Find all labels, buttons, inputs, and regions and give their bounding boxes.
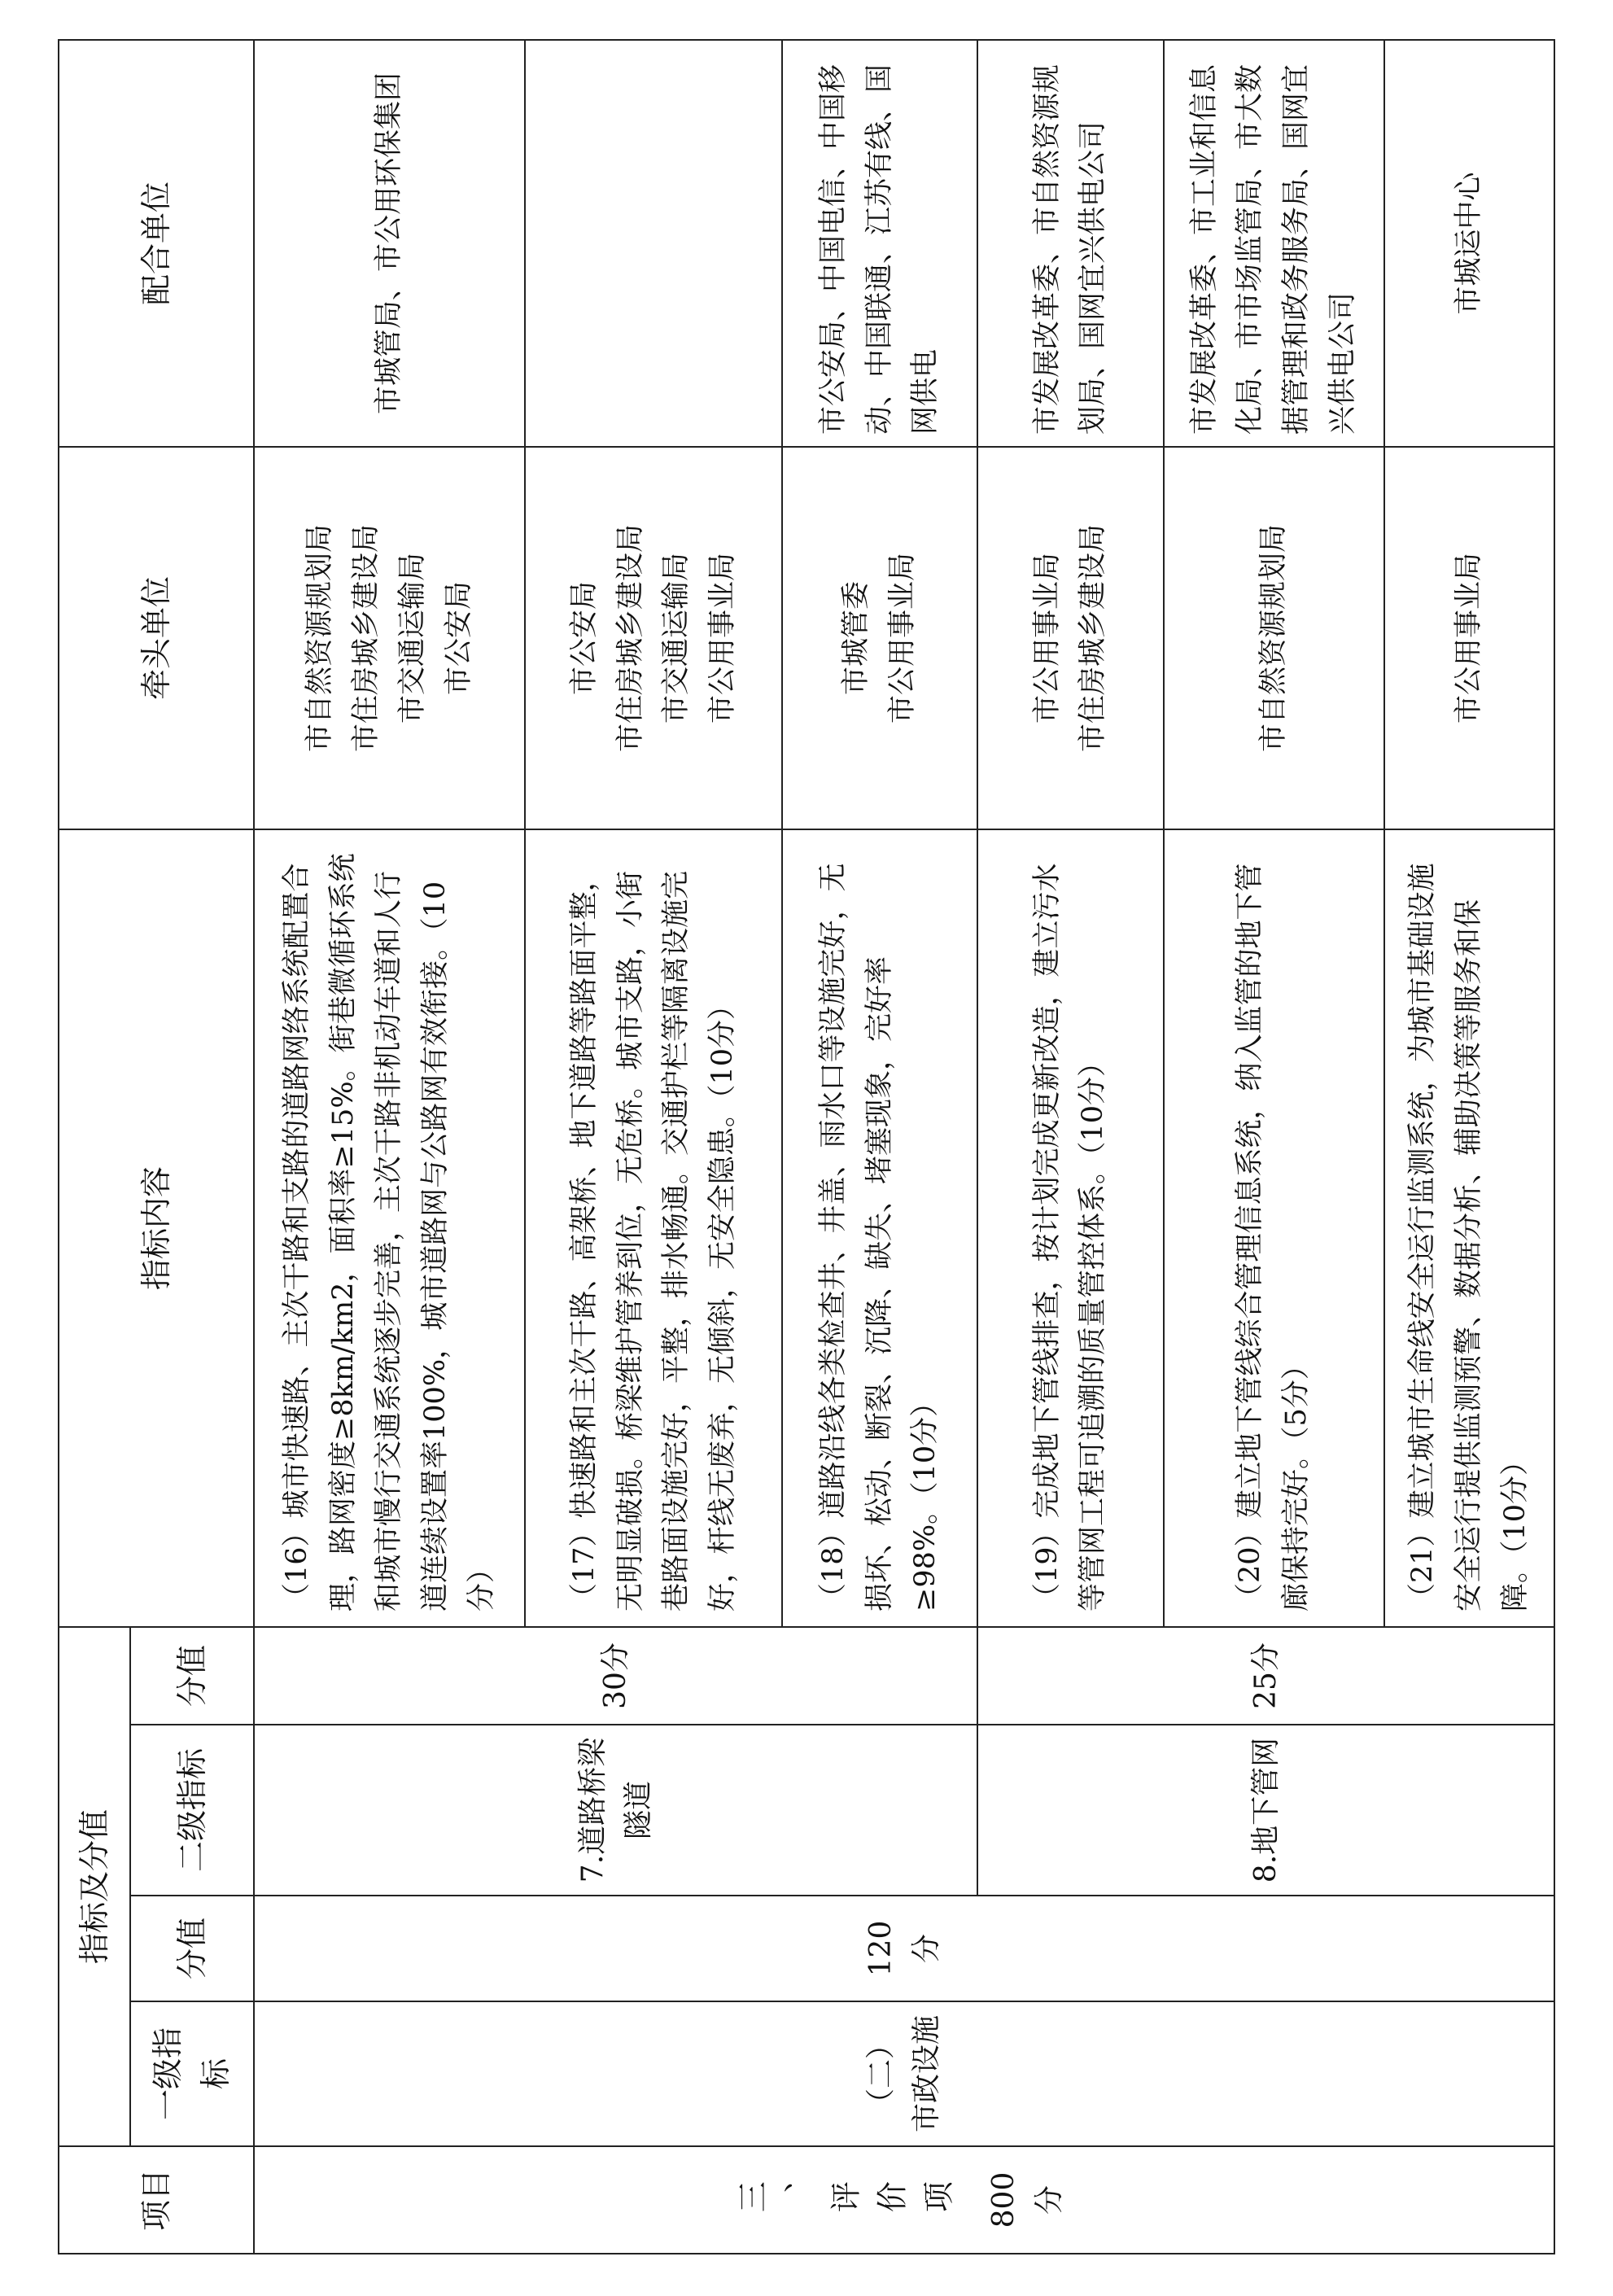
header-level2: 二级指标	[130, 1725, 254, 1896]
lead-unit-cell	[977, 447, 1164, 829]
lead-unit: 市住房城乡建设局	[350, 523, 383, 752]
coop-unit: 市城管局、市公用环保集团	[254, 40, 525, 447]
coop-unit: 市发展改革委、市工业和信息化局、市市场监管局、市大数据管理和政务服务局、国网宜兴供电公司	[1164, 40, 1384, 447]
indicator-content: （17）快速路和主次干路、高架桥、地下道路等路面平整，无明显破损。桥梁维护管养到位，无危桥。城市支路，小街巷路面设施完好，平整，排水畅通。交通护栏等隔离设施完好，杆线无废弃，无倾斜，无安全隐患。（10分）	[525, 829, 782, 1627]
lead-unit: 市公用事业局	[1030, 552, 1064, 724]
header-coop: 配合单位	[59, 40, 254, 447]
coop-unit: 市发展改革委、市自然资源规划局、国网宜兴供电公司	[977, 40, 1164, 447]
level1-score: 120分	[254, 1896, 1554, 2001]
indicator-content: （19）完成地下管线排查，按计划完成更新改造，建立污水等管网工程可追溯的质量管控体系。（10分）	[977, 829, 1164, 1627]
indicator-content: （16）城市快速路、主次干路和支路的道路网络系统配置合理，路网密度≥8km/km2，面积率≥15%。街巷微循环系统和城市慢行交通系统逐步完善，主次干路非机动车道和人行道连续设置率100%，城市道路网与公路网有效衔接。（10分）	[254, 829, 525, 1627]
header-indicators-group: 指标及分值	[59, 1627, 130, 2146]
rotated-table-container	[58, 41, 1555, 2254]
lead-unit: 市自然资源规划局	[304, 523, 337, 752]
header-level1: 一级指标	[130, 2001, 254, 2146]
header-project: 项目	[59, 2146, 254, 2254]
level1-label-line1: （二）	[864, 2030, 898, 2119]
lead-unit: 市住房城乡建设局	[614, 523, 647, 752]
header-lead: 牵头单位	[59, 447, 254, 829]
level1-cell	[254, 2001, 1554, 2146]
lead-unit-cell	[1164, 447, 1384, 829]
lead-unit: 市公用事业局	[886, 552, 920, 724]
header-score2: 分值	[130, 1627, 254, 1725]
header-score: 分值	[130, 1896, 254, 2001]
evaluation-table	[58, 39, 1555, 2254]
lead-unit: 市交通运输局	[396, 552, 429, 724]
table-row	[254, 40, 525, 2254]
lead-unit-cell	[254, 447, 525, 829]
lead-unit-cell	[525, 447, 782, 829]
lead-unit: 市公用事业局	[706, 552, 739, 724]
project-score: 800分	[987, 2171, 1067, 2228]
lead-unit-cell	[782, 447, 977, 829]
indicator-content: （20）建立地下管线综合管理信息系统，纳入监管的地下管廊保持完好。（5分）	[1164, 829, 1384, 1627]
group-label: 7.道路桥梁隧道	[254, 1725, 977, 1896]
group-label: 8.地下管网	[977, 1725, 1554, 1896]
indicator-content: （21）建立城市生命线安全运行监测系统，为城市基础设施安全运行提供监测预警、数据分析、辅助决策等服务和保障。（10分）	[1384, 829, 1554, 1627]
lead-unit: 市公安局	[567, 580, 601, 695]
project-cell	[254, 2146, 1554, 2254]
lead-unit: 市交通运输局	[660, 552, 693, 724]
lead-unit: 市公安局	[442, 580, 475, 695]
lead-unit: 市住房城乡建设局	[1077, 523, 1110, 752]
coop-unit	[525, 40, 782, 447]
indicator-content: （18）道路沿线各类检查井、井盖、雨水口等设施完好，无损坏、松动、断裂、沉降、缺失、堵塞现象，完好率≥98%。（10分）	[782, 829, 977, 1627]
project-label: 三、评价项	[736, 2181, 968, 2218]
lead-unit: 市自然资源规划局	[1257, 523, 1290, 752]
lead-unit: 市城管委	[840, 580, 873, 695]
lead-unit: 市公用事业局	[1452, 552, 1485, 724]
header-content: 指标内容	[59, 829, 254, 1627]
coop-unit: 市公安局、中国电信、中国移动、中国联通、江苏有线、国网供电	[782, 40, 977, 447]
lead-unit-cell	[1384, 447, 1554, 829]
group-score: 25分	[977, 1627, 1554, 1725]
group-score: 30分	[254, 1627, 977, 1725]
level1-label-line2: 市政设施	[910, 2015, 944, 2133]
coop-unit: 市城运中心	[1384, 40, 1554, 447]
